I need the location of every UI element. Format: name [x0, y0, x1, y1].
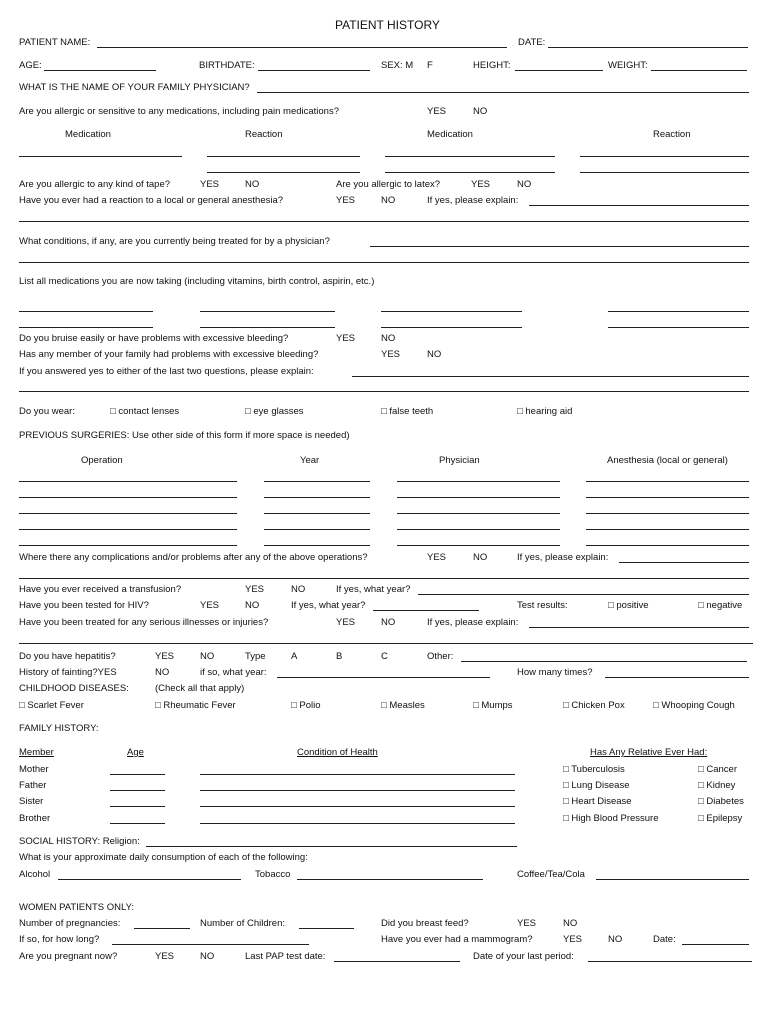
operation-header: Operation — [81, 455, 123, 466]
allergy-med-field[interactable] — [385, 172, 555, 173]
hearing-aid-checkbox[interactable]: □ hearing aid — [517, 406, 573, 417]
family-member-label: Father — [19, 780, 47, 791]
hiv-year-field[interactable] — [373, 610, 479, 611]
fainting-times-field[interactable] — [605, 677, 749, 678]
surgery-operation-field[interactable] — [19, 513, 237, 514]
tape-no[interactable]: NO — [245, 179, 260, 190]
anesthesia-yes[interactable]: YES — [336, 195, 356, 206]
current-med-field[interactable] — [608, 311, 749, 312]
family-member-label: Brother — [19, 813, 51, 824]
pregnant-question: Are you pregnant now? — [19, 951, 118, 962]
tobacco-label: Tobacco — [255, 869, 291, 880]
latex-yes[interactable]: YES — [471, 179, 491, 190]
serious-illness-question: Have you been treated for any serious illnesses or injuries? — [19, 617, 269, 628]
hepatitis-type-a[interactable]: A — [291, 651, 298, 662]
surgery-anesthesia-field[interactable] — [586, 513, 749, 514]
surgery-anesthesia-field[interactable] — [586, 545, 749, 546]
breast-feed-no[interactable]: NO — [563, 918, 578, 929]
allergy-reaction-field[interactable] — [580, 156, 749, 157]
mammogram-date-label: Date: — [653, 934, 676, 945]
fainting-no[interactable]: NO — [155, 667, 170, 678]
anesthesia-explain-field-2[interactable] — [19, 221, 749, 222]
hepatitis-question: Do you have hepatitis? — [19, 651, 116, 662]
medication-header-2: Medication — [427, 129, 473, 140]
surgery-year-field[interactable] — [264, 497, 370, 498]
coffee-label: Coffee/Tea/Cola — [517, 869, 585, 880]
family-bleeding-question: Has any member of your family had problems with excessive bleeding? — [19, 349, 319, 360]
birthdate-label: BIRTHDATE: — [199, 60, 255, 71]
hiv-yes[interactable]: YES — [200, 600, 220, 611]
mammogram-question: Have you ever had a mammogram? — [381, 934, 533, 945]
surgery-physician-field[interactable] — [397, 481, 560, 482]
family-bleeding-no[interactable]: NO — [427, 349, 442, 360]
mammogram-yes[interactable]: YES — [563, 934, 583, 945]
scarlet-fever-checkbox[interactable]: □ Scarlet Fever — [19, 700, 84, 711]
age-field[interactable] — [44, 70, 156, 71]
surgery-year-field[interactable] — [264, 529, 370, 530]
wear-label: Do you wear: — [19, 406, 75, 417]
family-age-field[interactable] — [110, 823, 165, 824]
allergy-med-field[interactable] — [19, 156, 182, 157]
height-field[interactable] — [515, 70, 603, 71]
family-condition-field[interactable] — [200, 806, 515, 807]
surgery-physician-field[interactable] — [397, 529, 560, 530]
fainting-year-label: if so, what year: — [200, 667, 267, 678]
family-condition-field[interactable] — [200, 823, 515, 824]
birthdate-field[interactable] — [258, 70, 370, 71]
current-med-field[interactable] — [19, 327, 153, 328]
serious-illness-explain-label: If yes, please explain: — [427, 617, 519, 628]
surgery-anesthesia-field[interactable] — [586, 481, 749, 482]
current-med-field[interactable] — [381, 327, 522, 328]
last-period-field[interactable] — [588, 961, 752, 962]
tape-yes[interactable]: YES — [200, 179, 220, 190]
family-age-field[interactable] — [110, 790, 165, 791]
date-label: DATE: — [518, 37, 546, 48]
how-long-field[interactable] — [112, 944, 309, 945]
height-label: HEIGHT: — [473, 60, 511, 71]
allergy-reaction-field[interactable] — [207, 156, 360, 157]
bruise-no[interactable]: NO — [381, 333, 396, 344]
serious-illness-explain-field[interactable] — [529, 627, 749, 628]
women-patients-heading: WOMEN PATIENTS ONLY: — [19, 902, 135, 913]
pap-test-field[interactable] — [334, 961, 460, 962]
chicken-pox-checkbox[interactable]: □ Chicken Pox — [563, 700, 625, 711]
allergy-reaction-field[interactable] — [207, 172, 360, 173]
religion-field[interactable] — [146, 846, 517, 847]
family-member-label: Sister — [19, 796, 44, 807]
breast-feed-yes[interactable]: YES — [517, 918, 537, 929]
coffee-field[interactable] — [596, 879, 749, 880]
mammogram-date-field[interactable] — [682, 944, 749, 945]
current-med-field[interactable] — [200, 311, 335, 312]
surgeries-heading: PREVIOUS SURGERIES: Use other side of this form if more space is needed) — [19, 430, 350, 441]
patient-name-label: PATIENT NAME: — [19, 37, 91, 48]
hiv-question: Have you been tested for HIV? — [19, 600, 149, 611]
surgery-operation-field[interactable] — [19, 497, 237, 498]
conditions-treated-field[interactable] — [370, 246, 749, 247]
mumps-checkbox[interactable]: □ Mumps — [473, 700, 513, 711]
fainting-times-label: How many times? — [517, 667, 593, 678]
conditions-treated-question: What conditions, if any, are you currently being treated for by a physician? — [19, 236, 330, 247]
hepatitis-type-b[interactable]: B — [336, 651, 343, 662]
hepatitis-yes[interactable]: YES — [155, 651, 175, 662]
med-allergy-question: Are you allergic or sensitive to any medications, including pain medications? — [19, 106, 340, 117]
surgery-physician-field[interactable] — [397, 497, 560, 498]
check-all-note: (Check all that apply) — [155, 683, 245, 694]
medication-header-1: Medication — [65, 129, 111, 140]
fainting-question: History of fainting?YES — [19, 667, 117, 678]
serious-illness-no[interactable]: NO — [381, 617, 396, 628]
cancer-checkbox[interactable]: □ Cancer — [698, 764, 738, 775]
breast-feed-question: Did you breast feed? — [381, 918, 469, 929]
family-physician-label: WHAT IS THE NAME OF YOUR FAMILY PHYSICIAN? — [19, 82, 250, 93]
surgery-physician-field[interactable] — [397, 545, 560, 546]
consumption-question: What is your approximate daily consumption of each of the following: — [19, 852, 308, 863]
current-med-field[interactable] — [19, 311, 153, 312]
measles-checkbox[interactable]: □ Measles — [381, 700, 425, 711]
childhood-diseases-heading: CHILDHOOD DISEASES: — [19, 683, 129, 694]
transfusion-no[interactable]: NO — [291, 584, 306, 595]
polio-checkbox[interactable]: □ Polio — [291, 700, 321, 711]
sex-m-option[interactable]: SEX: M — [381, 60, 414, 71]
hepatitis-type-label: Type — [245, 651, 266, 662]
surgery-year-field[interactable] — [264, 481, 370, 482]
surgery-anesthesia-field[interactable] — [586, 529, 749, 530]
tape-allergy-question: Are you allergic to any kind of tape? — [19, 179, 171, 190]
reaction-header-2: Reaction — [653, 129, 691, 140]
reaction-header-1: Reaction — [245, 129, 283, 140]
family-physician-field[interactable] — [257, 92, 749, 93]
complications-question: Where there any complications and/or problems after any of the above operations? — [19, 552, 368, 563]
hepatitis-other-label: Other: — [427, 651, 454, 662]
complications-yes[interactable]: YES — [427, 552, 447, 563]
bleeding-explain-field-2[interactable] — [19, 391, 749, 392]
religion-label: SOCIAL HISTORY: Religion: — [19, 836, 140, 847]
surgery-operation-field[interactable] — [19, 529, 237, 530]
weight-label: WEIGHT: — [608, 60, 648, 71]
complications-explain-field-2[interactable] — [19, 578, 749, 579]
rheumatic-fever-checkbox[interactable]: □ Rheumatic Fever — [155, 700, 236, 711]
patient-name-field[interactable] — [97, 47, 507, 48]
transfusion-year-field[interactable] — [418, 594, 749, 595]
fainting-year-field[interactable] — [277, 677, 490, 678]
pap-test-label: Last PAP test date: — [245, 951, 326, 962]
surgery-operation-field[interactable] — [19, 481, 237, 482]
date-field[interactable] — [548, 47, 748, 48]
family-bleeding-yes[interactable]: YES — [381, 349, 401, 360]
transfusion-yes[interactable]: YES — [245, 584, 265, 595]
allergy-med-field[interactable] — [385, 156, 555, 157]
page-title: PATIENT HISTORY — [335, 18, 440, 32]
tuberculosis-checkbox[interactable]: □ Tuberculosis — [563, 764, 625, 775]
surgery-anesthesia-field[interactable] — [586, 497, 749, 498]
family-condition-field[interactable] — [200, 790, 515, 791]
complications-explain-field[interactable] — [619, 562, 749, 563]
pregnancies-label: Number of pregnancies: — [19, 918, 121, 929]
surgery-operation-field[interactable] — [19, 545, 237, 546]
last-period-label: Date of your last period: — [473, 951, 574, 962]
heart-disease-checkbox[interactable]: □ Heart Disease — [563, 796, 632, 807]
family-condition-field[interactable] — [200, 774, 515, 775]
eye-glasses-checkbox[interactable]: □ eye glasses — [245, 406, 304, 417]
lung-disease-checkbox[interactable]: □ Lung Disease — [563, 780, 630, 791]
current-med-field[interactable] — [381, 311, 522, 312]
age-label: AGE: — [19, 60, 42, 71]
surgery-year-field[interactable] — [264, 545, 370, 546]
positive-checkbox[interactable]: □ positive — [608, 600, 649, 611]
serious-illness-explain-field-2[interactable] — [19, 643, 753, 644]
hepatitis-type-c[interactable]: C — [381, 651, 388, 662]
anesthesia-no[interactable]: NO — [381, 195, 396, 206]
weight-field[interactable] — [651, 70, 747, 71]
current-med-field[interactable] — [200, 327, 335, 328]
anesthesia-reaction-question: Have you ever had a reaction to a local or general anesthesia? — [19, 195, 284, 206]
surgery-physician-field[interactable] — [397, 513, 560, 514]
year-header: Year — [300, 455, 320, 466]
pregnancies-field[interactable] — [134, 928, 190, 929]
latex-allergy-question: Are you allergic to latex? — [336, 179, 441, 190]
family-member-label: Mother — [19, 764, 49, 775]
serious-illness-yes[interactable]: YES — [336, 617, 356, 628]
bleeding-explain-field[interactable] — [352, 376, 749, 377]
med-allergy-no[interactable]: NO — [473, 106, 488, 117]
test-results-label: Test results: — [517, 600, 568, 611]
hiv-no[interactable]: NO — [245, 600, 260, 611]
children-label: Number of Children: — [200, 918, 286, 929]
transfusion-question: Have you ever received a transfusion? — [19, 584, 182, 595]
false-teeth-checkbox[interactable]: □ false teeth — [381, 406, 434, 417]
transfusion-year-label: If yes, what year? — [336, 584, 411, 595]
contact-lenses-checkbox[interactable]: □ contact lenses — [110, 406, 180, 417]
med-allergy-yes[interactable]: YES — [427, 106, 447, 117]
age-header: Age — [127, 747, 144, 758]
hepatitis-other-field[interactable] — [461, 661, 747, 662]
bruise-question: Do you bruise easily or have problems with excessive bleeding? — [19, 333, 289, 344]
relative-had-header: Has Any Relative Ever Had: — [590, 747, 708, 758]
kidney-checkbox[interactable]: □ Kidney — [698, 780, 736, 791]
anesthesia-header: Anesthesia (local or general) — [607, 455, 728, 466]
conditions-treated-field-2[interactable] — [19, 262, 749, 263]
tobacco-field[interactable] — [297, 879, 483, 880]
bleeding-explain-label: If you answered yes to either of the last two questions, please explain: — [19, 366, 314, 377]
complications-explain-label: If yes, please explain: — [517, 552, 609, 563]
how-long-label: If so, for how long? — [19, 934, 100, 945]
children-field[interactable] — [299, 928, 354, 929]
allergy-reaction-field[interactable] — [580, 172, 749, 173]
whooping-cough-checkbox[interactable]: □ Whooping Cough — [653, 700, 735, 711]
pregnant-no[interactable]: NO — [200, 951, 215, 962]
current-med-field[interactable] — [608, 327, 749, 328]
pregnant-yes[interactable]: YES — [155, 951, 175, 962]
epilepsy-checkbox[interactable]: □ Epilepsy — [698, 813, 743, 824]
bruise-yes[interactable]: YES — [336, 333, 356, 344]
family-age-field[interactable] — [110, 774, 165, 775]
hiv-year-label: If yes, what year? — [291, 600, 366, 611]
mammogram-no[interactable]: NO — [608, 934, 623, 945]
member-header: Member — [19, 747, 54, 758]
alcohol-label: Alcohol — [19, 869, 51, 880]
medications-list-label: List all medications you are now taking (including vitamins, birth control, aspirin, etc.) — [19, 276, 375, 287]
alcohol-field[interactable] — [58, 879, 241, 880]
family-age-field[interactable] — [110, 806, 165, 807]
anesthesia-explain-field[interactable] — [529, 205, 749, 206]
anesthesia-explain-label: If yes, please explain: — [427, 195, 519, 206]
high-blood-pressure-checkbox[interactable]: □ High Blood Pressure — [563, 813, 659, 824]
family-history-heading: FAMILY HISTORY: — [19, 723, 99, 734]
diabetes-checkbox[interactable]: □ Diabetes — [698, 796, 744, 807]
sex-f-option[interactable]: F — [427, 60, 433, 71]
condition-header: Condition of Health — [297, 747, 378, 758]
hepatitis-no[interactable]: NO — [200, 651, 215, 662]
negative-checkbox[interactable]: □ negative — [698, 600, 743, 611]
complications-no[interactable]: NO — [473, 552, 488, 563]
surgery-year-field[interactable] — [264, 513, 370, 514]
latex-no[interactable]: NO — [517, 179, 532, 190]
physician-header: Physician — [439, 455, 480, 466]
